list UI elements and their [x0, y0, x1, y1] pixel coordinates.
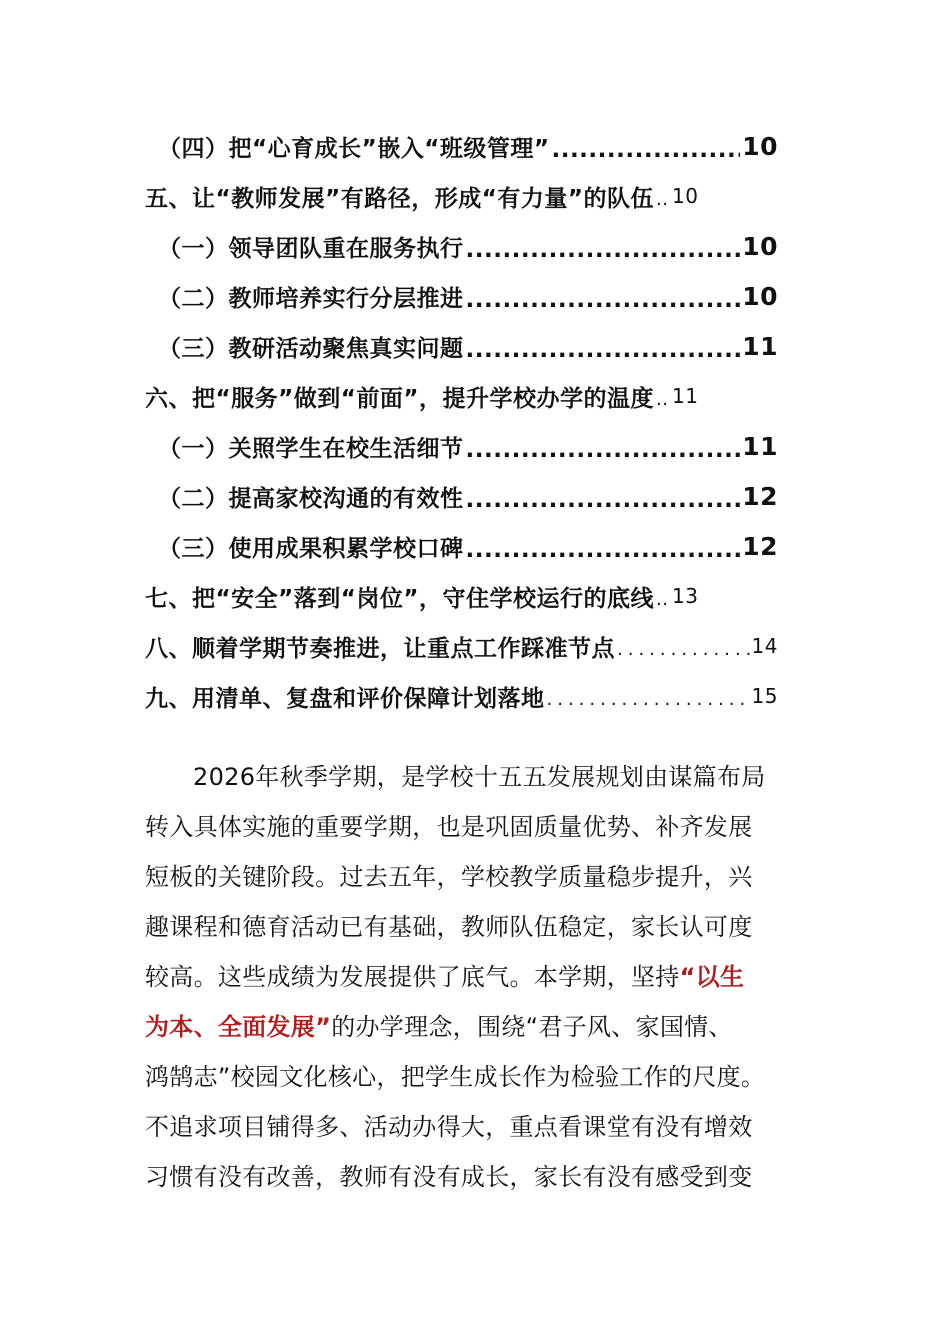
paragraph-line [145, 952, 815, 1002]
toc-entry-title: 九、用清单、复盘和评价保障计划落地 [145, 685, 545, 712]
toc-entry-page: 10 [742, 231, 778, 261]
body-paragraph [145, 752, 815, 1202]
paragraph-text: 习惯有没有改善，教师有没有成长，家长有没有感受到变 [145, 1163, 753, 1191]
toc-entry-title: 八、顺着学期节奏推进，让重点工作踩准节点 [145, 635, 615, 662]
toc-leader-dots [466, 337, 741, 363]
toc-entry-page: 14 [751, 634, 778, 658]
toc-entry[interactable] [158, 476, 778, 516]
toc-entry-title: 五、让“教师发展”有路径，形成“有力量”的队伍 [145, 185, 654, 212]
toc-entry-page: 12 [742, 481, 778, 511]
toc-entry[interactable] [158, 276, 778, 316]
highlighted-motto: 为本、全面发展” [145, 1013, 332, 1041]
toc-entry[interactable] [158, 426, 778, 466]
toc-leader-dots [466, 437, 741, 463]
toc-entry[interactable] [158, 126, 778, 166]
toc-leader-dots [656, 589, 670, 610]
paragraph-line [145, 1152, 815, 1202]
toc-entry-title: （二）教师培养实行分层推进 [158, 285, 464, 312]
toc-leader-dots [547, 689, 750, 710]
toc-entry-page: 10 [671, 184, 699, 208]
paragraph-text: 短板的关键阶段。过去五年，学校教学质量稳步提升，兴 [145, 863, 753, 891]
toc-entry-title: 六、把“服务”做到“前面”，提升学校办学的温度 [145, 385, 654, 412]
paragraph-line [145, 802, 815, 852]
paragraph-line [145, 1002, 815, 1052]
toc-entry-title: 七、把“安全”落到“岗位”，守住学校运行的底线 [145, 585, 654, 612]
toc-leader-dots [617, 639, 750, 660]
paragraph-text: 的办学理念，围绕“君子风、家国情、 [331, 1013, 733, 1041]
toc-entry-page: 15 [751, 684, 778, 708]
toc-entry-page: 12 [742, 531, 778, 561]
paragraph-text: 鸿鹄志”校园文化核心，把学生成长作为检验工作的尺度。 [145, 1063, 766, 1091]
toc-entry-page: 11 [671, 384, 699, 408]
toc-entry-title: （二）提高家校沟通的有效性 [158, 485, 464, 512]
toc-entry[interactable] [158, 326, 778, 366]
paragraph-line [145, 752, 815, 802]
paragraph-text: 趣课程和德育活动已有基础，教师队伍稳定，家长认可度 [145, 913, 753, 941]
toc-entry[interactable] [158, 226, 778, 266]
toc-entry-page: 10 [742, 281, 778, 311]
toc-entry-title: （三）教研活动聚焦真实问题 [158, 335, 464, 362]
toc-leader-dots [466, 537, 741, 563]
paragraph-text: 不追求项目铺得多、活动办得大，重点看课堂有没有增效 [145, 1113, 753, 1141]
toc-entry[interactable] [145, 176, 778, 216]
paragraph-line [145, 902, 815, 952]
paragraph-text: 转入具体实施的重要学期，也是巩固质量优势、补齐发展 [145, 813, 753, 841]
toc-entry-page: 11 [742, 331, 778, 361]
toc-entry[interactable] [145, 676, 778, 716]
paragraph-line [145, 1052, 815, 1102]
paragraph-line [145, 1102, 815, 1152]
toc-entry-page: 10 [742, 131, 778, 161]
toc-leader-dots [551, 137, 740, 163]
toc-entry-page: 11 [742, 431, 778, 461]
toc-leader-dots [466, 237, 741, 263]
toc-leader-dots [656, 389, 670, 410]
toc-entry[interactable] [158, 526, 778, 566]
toc-leader-dots [466, 287, 741, 313]
paragraph-text: 2026年秋季学期，是学校十五五发展规划由谋篇布局 [193, 763, 766, 791]
toc-leader-dots [656, 189, 670, 210]
toc-entry[interactable] [145, 626, 778, 666]
toc-entry-title: （一）领导团队重在服务执行 [158, 235, 464, 262]
highlighted-motto: “以生 [679, 963, 745, 991]
paragraph-text: 较高。这些成绩为发展提供了底气。本学期，坚持 [145, 963, 680, 991]
toc-leader-dots [466, 487, 741, 513]
toc-entry-title: （三）使用成果积累学校口碑 [158, 535, 464, 562]
toc-entry-title: （一）关照学生在校生活细节 [158, 435, 464, 462]
toc-entry[interactable] [145, 576, 778, 616]
toc-entry-title: （四）把“心育成长”嵌入“班级管理” [158, 135, 550, 162]
toc-entry[interactable] [145, 376, 778, 416]
toc-entry-page: 13 [671, 584, 699, 608]
paragraph-line [145, 852, 815, 902]
